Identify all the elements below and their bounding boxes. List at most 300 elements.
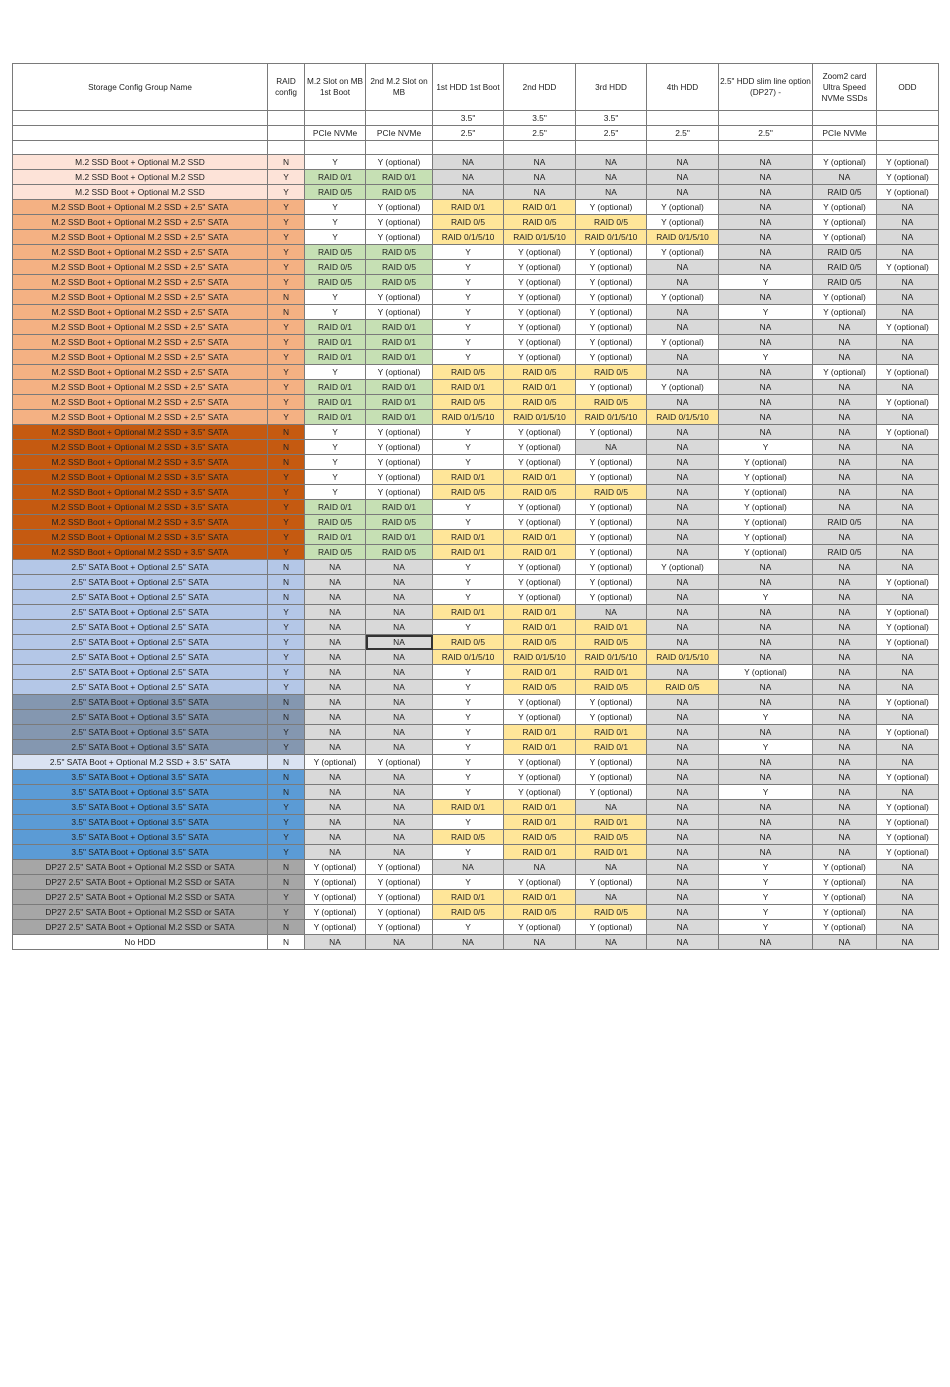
- cell-group-name[interactable]: M.2 SSD Boot + Optional M.2 SSD + 3.5" SATA: [13, 485, 268, 500]
- cell-hdd-4[interactable]: NA: [647, 170, 719, 185]
- header-zoom2[interactable]: Zoom2 card Ultra Speed NVMe SSDs: [813, 64, 877, 111]
- cell-hdd-4[interactable]: Y (optional): [647, 290, 719, 305]
- cell-hdd-1[interactable]: RAID 0/1: [433, 380, 504, 395]
- cell-group-name[interactable]: DP27 2.5" SATA Boot + Optional M.2 SSD or SATA: [13, 920, 268, 935]
- cell-zoom2[interactable]: NA: [813, 590, 877, 605]
- cell-hdd-1[interactable]: RAID 0/1: [433, 800, 504, 815]
- cell-hdd-1[interactable]: NA: [433, 860, 504, 875]
- cell-group-name[interactable]: 2.5" SATA Boot + Optional 2.5" SATA: [13, 575, 268, 590]
- cell-zoom2[interactable]: NA: [813, 830, 877, 845]
- cell-m2-slot-1[interactable]: NA: [305, 800, 366, 815]
- cell-m2-slot-2[interactable]: NA: [366, 695, 433, 710]
- cell-hdd-3[interactable]: NA: [576, 170, 647, 185]
- cell-hdd-2[interactable]: Y (optional): [504, 560, 576, 575]
- cell-zoom2[interactable]: NA: [813, 380, 877, 395]
- cell-raid-config[interactable]: Y: [268, 365, 305, 380]
- cell-group-name[interactable]: M.2 SSD Boot + Optional M.2 SSD + 2.5" SATA: [13, 395, 268, 410]
- cell-hdd-3[interactable]: RAID 0/5: [576, 395, 647, 410]
- cell-group-name[interactable]: 2.5" SATA Boot + Optional 2.5" SATA: [13, 590, 268, 605]
- cell-raid-config[interactable]: Y: [268, 395, 305, 410]
- cell-hdd-4[interactable]: NA: [647, 920, 719, 935]
- cell-odd[interactable]: NA: [877, 905, 939, 920]
- cell-odd[interactable]: Y (optional): [877, 260, 939, 275]
- cell-zoom2[interactable]: NA: [813, 710, 877, 725]
- cell-raid-config[interactable]: Y: [268, 800, 305, 815]
- cell-m2-slot-2[interactable]: Y (optional): [366, 155, 433, 170]
- cell-odd[interactable]: NA: [877, 740, 939, 755]
- cell-m2-slot-2[interactable]: Y (optional): [366, 890, 433, 905]
- cell-slimline[interactable]: Y (optional): [719, 515, 813, 530]
- cell-m2-slot-1[interactable]: Y: [305, 305, 366, 320]
- cell-slimline[interactable]: NA: [719, 845, 813, 860]
- cell-hdd-2[interactable]: RAID 0/5: [504, 485, 576, 500]
- cell-m2-slot-2[interactable]: NA: [366, 575, 433, 590]
- cell-m2-slot-1[interactable]: Y (optional): [305, 905, 366, 920]
- cell-m2-slot-2[interactable]: Y (optional): [366, 875, 433, 890]
- cell-raid-config[interactable]: Y: [268, 725, 305, 740]
- cell-hdd-4[interactable]: NA: [647, 665, 719, 680]
- cell-hdd-2[interactable]: RAID 0/1: [504, 530, 576, 545]
- cell-raid-config[interactable]: N: [268, 590, 305, 605]
- cell-hdd-3[interactable]: RAID 0/5: [576, 485, 647, 500]
- cell-odd[interactable]: NA: [877, 245, 939, 260]
- cell-hdd-4[interactable]: NA: [647, 845, 719, 860]
- cell-zoom2[interactable]: NA: [813, 395, 877, 410]
- cell-hdd-3[interactable]: Y (optional): [576, 290, 647, 305]
- cell-odd[interactable]: NA: [877, 920, 939, 935]
- cell-raid-config[interactable]: N: [268, 440, 305, 455]
- cell-m2-slot-2[interactable]: NA: [366, 680, 433, 695]
- cell-hdd-4[interactable]: Y (optional): [647, 215, 719, 230]
- cell-hdd-1[interactable]: RAID 0/1: [433, 470, 504, 485]
- cell-raid-config[interactable]: Y: [268, 740, 305, 755]
- cell-zoom2[interactable]: NA: [813, 635, 877, 650]
- cell-hdd-3[interactable]: Y (optional): [576, 755, 647, 770]
- cell-odd[interactable]: NA: [877, 305, 939, 320]
- cell-slimline[interactable]: Y (optional): [719, 545, 813, 560]
- cell-zoom2[interactable]: Y (optional): [813, 890, 877, 905]
- cell-slimline[interactable]: NA: [719, 635, 813, 650]
- cell-m2-slot-1[interactable]: Y: [305, 485, 366, 500]
- cell-hdd-3[interactable]: RAID 0/1/5/10: [576, 410, 647, 425]
- cell-hdd-2[interactable]: RAID 0/1/5/10: [504, 410, 576, 425]
- cell-slimline[interactable]: Y (optional): [719, 470, 813, 485]
- cell-odd[interactable]: NA: [877, 485, 939, 500]
- cell-hdd-1[interactable]: Y: [433, 725, 504, 740]
- cell-odd[interactable]: Y (optional): [877, 620, 939, 635]
- cell-odd[interactable]: NA: [877, 350, 939, 365]
- cell-zoom2[interactable]: Y (optional): [813, 860, 877, 875]
- cell-raid-config[interactable]: Y: [268, 470, 305, 485]
- cell-zoom2[interactable]: NA: [813, 470, 877, 485]
- cell-zoom2[interactable]: NA: [813, 845, 877, 860]
- cell-zoom2[interactable]: NA: [813, 500, 877, 515]
- cell-hdd-1[interactable]: RAID 0/5: [433, 215, 504, 230]
- cell-hdd-2[interactable]: RAID 0/1: [504, 890, 576, 905]
- cell-m2-slot-1[interactable]: Y: [305, 230, 366, 245]
- cell-m2-slot-1[interactable]: Y: [305, 290, 366, 305]
- cell-m2-slot-1[interactable]: Y: [305, 425, 366, 440]
- form-factor-cell[interactable]: 3.5": [504, 111, 576, 126]
- cell-hdd-4[interactable]: NA: [647, 830, 719, 845]
- cell-slimline[interactable]: NA: [719, 200, 813, 215]
- cell-hdd-1[interactable]: Y: [433, 665, 504, 680]
- spacer-cell[interactable]: [719, 141, 813, 155]
- cell-hdd-4[interactable]: Y (optional): [647, 200, 719, 215]
- cell-hdd-2[interactable]: RAID 0/1: [504, 845, 576, 860]
- cell-hdd-2[interactable]: Y (optional): [504, 710, 576, 725]
- cell-m2-slot-2[interactable]: Y (optional): [366, 485, 433, 500]
- cell-raid-config[interactable]: Y: [268, 335, 305, 350]
- cell-raid-config[interactable]: N: [268, 710, 305, 725]
- cell-group-name[interactable]: 2.5" SATA Boot + Optional 2.5" SATA: [13, 605, 268, 620]
- form-factor-cell[interactable]: [268, 111, 305, 126]
- cell-hdd-2[interactable]: Y (optional): [504, 275, 576, 290]
- cell-odd[interactable]: Y (optional): [877, 845, 939, 860]
- cell-group-name[interactable]: 3.5" SATA Boot + Optional 3.5" SATA: [13, 845, 268, 860]
- cell-group-name[interactable]: 2.5" SATA Boot + Optional 2.5" SATA: [13, 680, 268, 695]
- cell-m2-slot-2[interactable]: NA: [366, 845, 433, 860]
- cell-raid-config[interactable]: N: [268, 305, 305, 320]
- cell-group-name[interactable]: M.2 SSD Boot + Optional M.2 SSD + 2.5" SATA: [13, 410, 268, 425]
- cell-hdd-3[interactable]: Y (optional): [576, 245, 647, 260]
- cell-m2-slot-2[interactable]: RAID 0/1: [366, 500, 433, 515]
- cell-odd[interactable]: Y (optional): [877, 695, 939, 710]
- spacer-cell[interactable]: [268, 141, 305, 155]
- cell-hdd-4[interactable]: NA: [647, 620, 719, 635]
- cell-zoom2[interactable]: NA: [813, 695, 877, 710]
- cell-group-name[interactable]: M.2 SSD Boot + Optional M.2 SSD + 3.5" SATA: [13, 470, 268, 485]
- cell-hdd-3[interactable]: Y (optional): [576, 275, 647, 290]
- header-slimline[interactable]: 2.5" HDD slim line option (DP27) -: [719, 64, 813, 111]
- cell-odd[interactable]: NA: [877, 545, 939, 560]
- cell-hdd-1[interactable]: RAID 0/5: [433, 485, 504, 500]
- cell-zoom2[interactable]: Y (optional): [813, 920, 877, 935]
- cell-m2-slot-1[interactable]: NA: [305, 815, 366, 830]
- cell-odd[interactable]: Y (optional): [877, 815, 939, 830]
- cell-m2-slot-2[interactable]: Y (optional): [366, 470, 433, 485]
- cell-zoom2[interactable]: NA: [813, 605, 877, 620]
- cell-hdd-4[interactable]: NA: [647, 185, 719, 200]
- cell-m2-slot-2[interactable]: Y (optional): [366, 215, 433, 230]
- cell-m2-slot-1[interactable]: Y (optional): [305, 920, 366, 935]
- cell-slimline[interactable]: Y: [719, 710, 813, 725]
- cell-hdd-3[interactable]: RAID 0/5: [576, 905, 647, 920]
- cell-hdd-3[interactable]: Y (optional): [576, 575, 647, 590]
- cell-hdd-1[interactable]: Y: [433, 620, 504, 635]
- cell-m2-slot-2[interactable]: Y (optional): [366, 905, 433, 920]
- cell-hdd-4[interactable]: NA: [647, 800, 719, 815]
- cell-hdd-3[interactable]: RAID 0/1: [576, 665, 647, 680]
- cell-hdd-1[interactable]: NA: [433, 935, 504, 950]
- cell-m2-slot-1[interactable]: RAID 0/5: [305, 185, 366, 200]
- cell-zoom2[interactable]: NA: [813, 650, 877, 665]
- cell-hdd-1[interactable]: Y: [433, 770, 504, 785]
- interface-cell[interactable]: [877, 126, 939, 141]
- cell-hdd-1[interactable]: Y: [433, 560, 504, 575]
- cell-zoom2[interactable]: NA: [813, 350, 877, 365]
- cell-raid-config[interactable]: N: [268, 785, 305, 800]
- cell-odd[interactable]: NA: [877, 935, 939, 950]
- cell-hdd-1[interactable]: Y: [433, 290, 504, 305]
- cell-m2-slot-2[interactable]: NA: [366, 620, 433, 635]
- cell-slimline[interactable]: NA: [719, 680, 813, 695]
- cell-hdd-1[interactable]: Y: [433, 515, 504, 530]
- cell-zoom2[interactable]: Y (optional): [813, 230, 877, 245]
- cell-slimline[interactable]: Y: [719, 740, 813, 755]
- cell-group-name[interactable]: M.2 SSD Boot + Optional M.2 SSD + 2.5" SATA: [13, 335, 268, 350]
- interface-cell[interactable]: 2.5": [433, 126, 504, 141]
- cell-odd[interactable]: NA: [877, 785, 939, 800]
- cell-slimline[interactable]: Y: [719, 875, 813, 890]
- cell-m2-slot-1[interactable]: RAID 0/5: [305, 515, 366, 530]
- cell-odd[interactable]: NA: [877, 290, 939, 305]
- cell-slimline[interactable]: NA: [719, 155, 813, 170]
- cell-hdd-1[interactable]: NA: [433, 170, 504, 185]
- cell-group-name[interactable]: M.2 SSD Boot + Optional M.2 SSD + 3.5" SATA: [13, 500, 268, 515]
- cell-m2-slot-2[interactable]: NA: [366, 800, 433, 815]
- cell-raid-config[interactable]: Y: [268, 845, 305, 860]
- cell-hdd-3[interactable]: Y (optional): [576, 560, 647, 575]
- cell-raid-config[interactable]: N: [268, 875, 305, 890]
- cell-hdd-3[interactable]: Y (optional): [576, 200, 647, 215]
- cell-slimline[interactable]: NA: [719, 320, 813, 335]
- cell-odd[interactable]: NA: [877, 410, 939, 425]
- cell-m2-slot-2[interactable]: RAID 0/5: [366, 245, 433, 260]
- cell-m2-slot-2[interactable]: RAID 0/1: [366, 530, 433, 545]
- cell-group-name[interactable]: M.2 SSD Boot + Optional M.2 SSD + 2.5" SATA: [13, 380, 268, 395]
- header-raid-config[interactable]: RAID config: [268, 64, 305, 111]
- cell-slimline[interactable]: NA: [719, 290, 813, 305]
- cell-hdd-1[interactable]: Y: [433, 875, 504, 890]
- cell-m2-slot-1[interactable]: RAID 0/5: [305, 545, 366, 560]
- cell-hdd-3[interactable]: RAID 0/1: [576, 620, 647, 635]
- interface-cell[interactable]: 2.5": [719, 126, 813, 141]
- cell-raid-config[interactable]: N: [268, 935, 305, 950]
- cell-zoom2[interactable]: Y (optional): [813, 215, 877, 230]
- form-factor-cell[interactable]: [647, 111, 719, 126]
- cell-m2-slot-2[interactable]: NA: [366, 665, 433, 680]
- cell-odd[interactable]: NA: [877, 665, 939, 680]
- cell-slimline[interactable]: Y: [719, 440, 813, 455]
- cell-m2-slot-1[interactable]: RAID 0/1: [305, 410, 366, 425]
- cell-m2-slot-2[interactable]: NA: [366, 815, 433, 830]
- cell-m2-slot-1[interactable]: NA: [305, 665, 366, 680]
- cell-group-name[interactable]: M.2 SSD Boot + Optional M.2 SSD + 2.5" SATA: [13, 200, 268, 215]
- cell-hdd-4[interactable]: RAID 0/1/5/10: [647, 650, 719, 665]
- cell-hdd-1[interactable]: Y: [433, 695, 504, 710]
- cell-hdd-4[interactable]: NA: [647, 710, 719, 725]
- interface-cell[interactable]: PCIe NVMe: [366, 126, 433, 141]
- cell-raid-config[interactable]: N: [268, 425, 305, 440]
- cell-hdd-1[interactable]: RAID 0/5: [433, 395, 504, 410]
- cell-m2-slot-2[interactable]: NA: [366, 935, 433, 950]
- cell-hdd-3[interactable]: NA: [576, 800, 647, 815]
- cell-odd[interactable]: Y (optional): [877, 155, 939, 170]
- cell-hdd-1[interactable]: RAID 0/1/5/10: [433, 650, 504, 665]
- cell-hdd-2[interactable]: RAID 0/5: [504, 905, 576, 920]
- cell-raid-config[interactable]: Y: [268, 260, 305, 275]
- cell-raid-config[interactable]: Y: [268, 320, 305, 335]
- cell-hdd-4[interactable]: NA: [647, 785, 719, 800]
- cell-slimline[interactable]: NA: [719, 815, 813, 830]
- cell-hdd-3[interactable]: RAID 0/5: [576, 215, 647, 230]
- cell-zoom2[interactable]: NA: [813, 455, 877, 470]
- cell-group-name[interactable]: 2.5" SATA Boot + Optional 3.5" SATA: [13, 695, 268, 710]
- interface-cell[interactable]: PCIe NVMe: [305, 126, 366, 141]
- cell-odd[interactable]: NA: [877, 275, 939, 290]
- cell-hdd-2[interactable]: NA: [504, 185, 576, 200]
- header-odd[interactable]: ODD: [877, 64, 939, 111]
- cell-zoom2[interactable]: NA: [813, 335, 877, 350]
- cell-slimline[interactable]: Y (optional): [719, 530, 813, 545]
- cell-raid-config[interactable]: Y: [268, 185, 305, 200]
- cell-m2-slot-1[interactable]: NA: [305, 575, 366, 590]
- cell-zoom2[interactable]: NA: [813, 425, 877, 440]
- cell-raid-config[interactable]: Y: [268, 635, 305, 650]
- cell-zoom2[interactable]: RAID 0/5: [813, 260, 877, 275]
- cell-hdd-4[interactable]: NA: [647, 755, 719, 770]
- cell-hdd-3[interactable]: RAID 0/1/5/10: [576, 650, 647, 665]
- cell-hdd-4[interactable]: NA: [647, 590, 719, 605]
- cell-odd[interactable]: NA: [877, 680, 939, 695]
- cell-zoom2[interactable]: NA: [813, 320, 877, 335]
- cell-raid-config[interactable]: Y: [268, 545, 305, 560]
- cell-hdd-1[interactable]: Y: [433, 815, 504, 830]
- header-m2-slot-2[interactable]: 2nd M.2 Slot on MB: [366, 64, 433, 111]
- cell-m2-slot-2[interactable]: NA: [366, 725, 433, 740]
- cell-hdd-3[interactable]: NA: [576, 440, 647, 455]
- cell-m2-slot-1[interactable]: RAID 0/5: [305, 275, 366, 290]
- cell-hdd-3[interactable]: Y (optional): [576, 875, 647, 890]
- cell-zoom2[interactable]: NA: [813, 170, 877, 185]
- cell-hdd-2[interactable]: RAID 0/5: [504, 365, 576, 380]
- cell-raid-config[interactable]: Y: [268, 215, 305, 230]
- cell-m2-slot-1[interactable]: NA: [305, 695, 366, 710]
- cell-m2-slot-2[interactable]: RAID 0/5: [366, 545, 433, 560]
- cell-hdd-4[interactable]: NA: [647, 155, 719, 170]
- cell-hdd-2[interactable]: Y (optional): [504, 755, 576, 770]
- cell-slimline[interactable]: NA: [719, 365, 813, 380]
- cell-slimline[interactable]: NA: [719, 380, 813, 395]
- cell-hdd-2[interactable]: RAID 0/1: [504, 545, 576, 560]
- cell-hdd-3[interactable]: Y (optional): [576, 350, 647, 365]
- cell-m2-slot-2[interactable]: Y (optional): [366, 755, 433, 770]
- cell-m2-slot-2[interactable]: NA: [366, 560, 433, 575]
- cell-m2-slot-1[interactable]: NA: [305, 620, 366, 635]
- cell-slimline[interactable]: NA: [719, 650, 813, 665]
- cell-hdd-4[interactable]: NA: [647, 575, 719, 590]
- cell-hdd-2[interactable]: Y (optional): [504, 260, 576, 275]
- cell-slimline[interactable]: NA: [719, 215, 813, 230]
- cell-group-name[interactable]: No HDD: [13, 935, 268, 950]
- cell-hdd-1[interactable]: Y: [433, 590, 504, 605]
- cell-group-name[interactable]: M.2 SSD Boot + Optional M.2 SSD + 2.5" SATA: [13, 290, 268, 305]
- interface-cell[interactable]: [13, 126, 268, 141]
- cell-raid-config[interactable]: Y: [268, 515, 305, 530]
- cell-hdd-2[interactable]: Y (optional): [504, 920, 576, 935]
- cell-slimline[interactable]: NA: [719, 935, 813, 950]
- cell-hdd-1[interactable]: Y: [433, 440, 504, 455]
- cell-hdd-2[interactable]: Y (optional): [504, 770, 576, 785]
- cell-raid-config[interactable]: Y: [268, 530, 305, 545]
- cell-hdd-3[interactable]: Y (optional): [576, 590, 647, 605]
- cell-group-name[interactable]: M.2 SSD Boot + Optional M.2 SSD + 3.5" SATA: [13, 545, 268, 560]
- cell-hdd-2[interactable]: NA: [504, 935, 576, 950]
- cell-slimline[interactable]: Y: [719, 275, 813, 290]
- cell-odd[interactable]: Y (optional): [877, 185, 939, 200]
- cell-hdd-4[interactable]: NA: [647, 935, 719, 950]
- cell-m2-slot-1[interactable]: NA: [305, 635, 366, 650]
- cell-m2-slot-2[interactable]: RAID 0/5: [366, 275, 433, 290]
- cell-slimline[interactable]: NA: [719, 170, 813, 185]
- cell-hdd-2[interactable]: RAID 0/1: [504, 815, 576, 830]
- cell-hdd-4[interactable]: NA: [647, 860, 719, 875]
- cell-raid-config[interactable]: Y: [268, 485, 305, 500]
- cell-hdd-3[interactable]: Y (optional): [576, 305, 647, 320]
- spacer-cell[interactable]: [504, 141, 576, 155]
- cell-hdd-1[interactable]: Y: [433, 920, 504, 935]
- cell-m2-slot-1[interactable]: NA: [305, 770, 366, 785]
- cell-raid-config[interactable]: Y: [268, 605, 305, 620]
- cell-m2-slot-2[interactable]: RAID 0/5: [366, 260, 433, 275]
- cell-hdd-4[interactable]: NA: [647, 815, 719, 830]
- cell-hdd-1[interactable]: Y: [433, 335, 504, 350]
- header-hdd-2[interactable]: 2nd HDD: [504, 64, 576, 111]
- cell-hdd-2[interactable]: Y (optional): [504, 785, 576, 800]
- cell-hdd-3[interactable]: RAID 0/1/5/10: [576, 230, 647, 245]
- cell-raid-config[interactable]: Y: [268, 245, 305, 260]
- cell-m2-slot-2[interactable]: Y (optional): [366, 425, 433, 440]
- cell-zoom2[interactable]: NA: [813, 530, 877, 545]
- spacer-cell[interactable]: [877, 141, 939, 155]
- cell-hdd-1[interactable]: Y: [433, 785, 504, 800]
- cell-hdd-4[interactable]: RAID 0/5: [647, 680, 719, 695]
- cell-raid-config[interactable]: Y: [268, 275, 305, 290]
- spacer-cell[interactable]: [305, 141, 366, 155]
- cell-slimline[interactable]: NA: [719, 800, 813, 815]
- cell-m2-slot-1[interactable]: Y: [305, 200, 366, 215]
- cell-group-name[interactable]: 2.5" SATA Boot + Optional M.2 SSD + 3.5" SATA: [13, 755, 268, 770]
- cell-hdd-3[interactable]: RAID 0/1: [576, 845, 647, 860]
- cell-zoom2[interactable]: NA: [813, 785, 877, 800]
- cell-hdd-3[interactable]: RAID 0/1: [576, 725, 647, 740]
- cell-slimline[interactable]: NA: [719, 245, 813, 260]
- cell-hdd-3[interactable]: RAID 0/1: [576, 815, 647, 830]
- cell-slimline[interactable]: NA: [719, 410, 813, 425]
- cell-hdd-2[interactable]: Y (optional): [504, 320, 576, 335]
- cell-hdd-1[interactable]: RAID 0/1: [433, 545, 504, 560]
- cell-zoom2[interactable]: NA: [813, 935, 877, 950]
- cell-hdd-2[interactable]: RAID 0/5: [504, 635, 576, 650]
- cell-odd[interactable]: NA: [877, 380, 939, 395]
- cell-zoom2[interactable]: RAID 0/5: [813, 515, 877, 530]
- cell-m2-slot-2[interactable]: Y (optional): [366, 860, 433, 875]
- cell-raid-config[interactable]: N: [268, 860, 305, 875]
- cell-m2-slot-1[interactable]: Y: [305, 215, 366, 230]
- cell-m2-slot-1[interactable]: RAID 0/5: [305, 260, 366, 275]
- cell-slimline[interactable]: Y (optional): [719, 500, 813, 515]
- cell-m2-slot-1[interactable]: Y: [305, 155, 366, 170]
- cell-slimline[interactable]: NA: [719, 695, 813, 710]
- cell-group-name[interactable]: DP27 2.5" SATA Boot + Optional M.2 SSD or SATA: [13, 905, 268, 920]
- cell-hdd-2[interactable]: Y (optional): [504, 875, 576, 890]
- cell-m2-slot-1[interactable]: RAID 0/1: [305, 170, 366, 185]
- cell-odd[interactable]: Y (optional): [877, 725, 939, 740]
- cell-hdd-3[interactable]: NA: [576, 605, 647, 620]
- cell-hdd-4[interactable]: NA: [647, 770, 719, 785]
- cell-hdd-2[interactable]: Y (optional): [504, 350, 576, 365]
